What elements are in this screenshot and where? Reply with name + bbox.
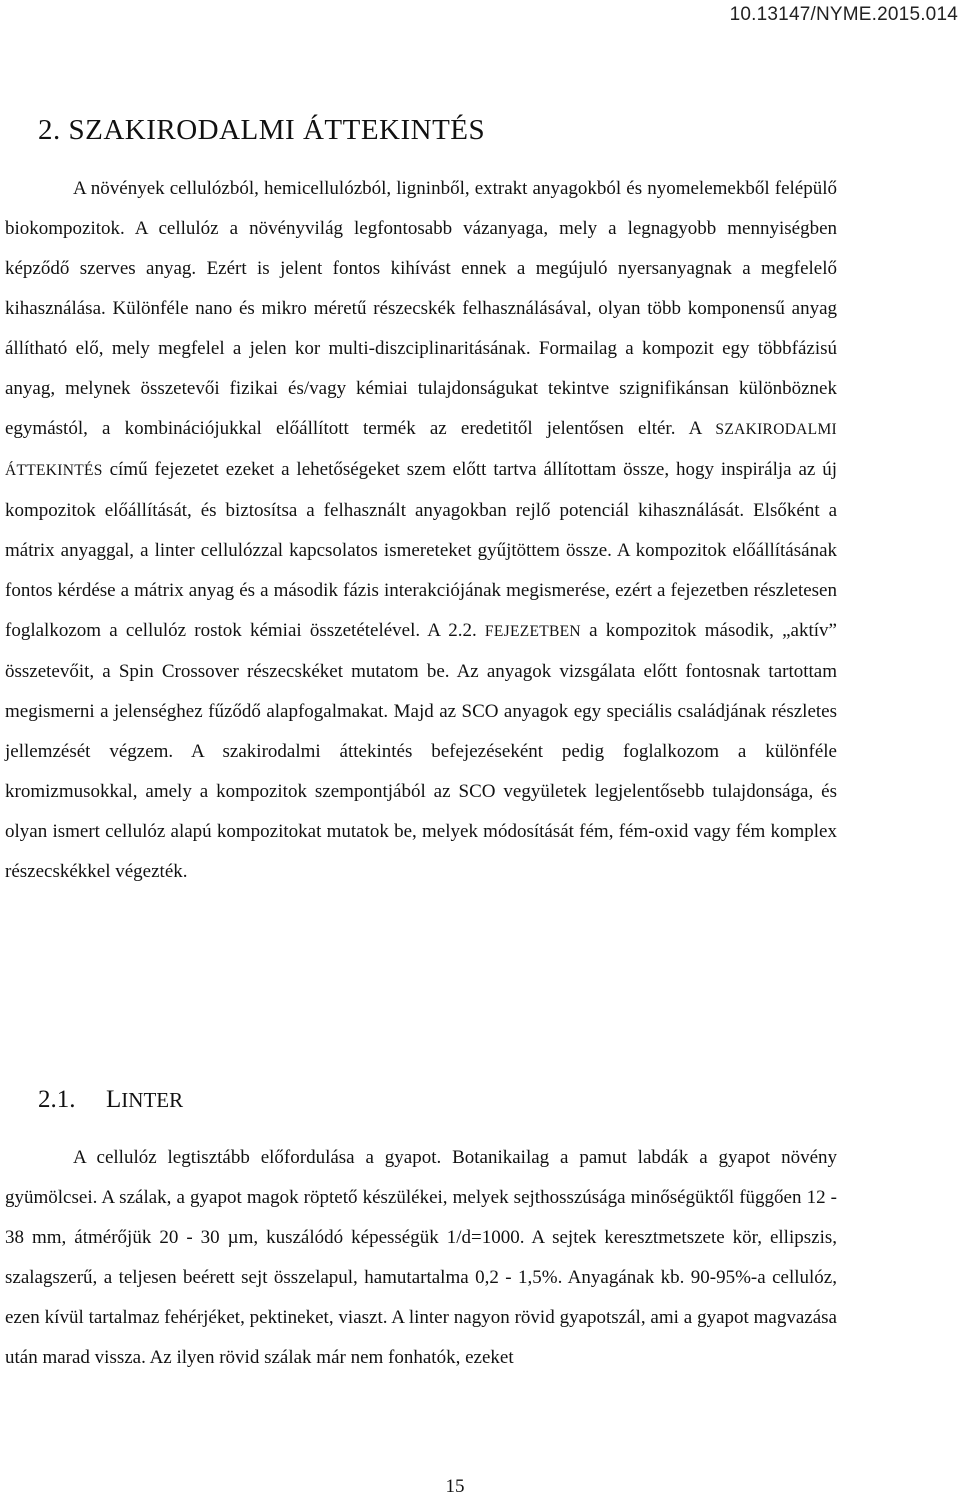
section-title-initial: L xyxy=(106,1086,122,1113)
doi-identifier: 10.13147/NYME.2015.014 xyxy=(729,4,958,25)
section-number: 2.1. xyxy=(38,1086,76,1113)
chapter-reference: SZAKIRODALMI ÁTTEKINTÉS xyxy=(5,421,837,479)
intro-paragraph xyxy=(5,169,837,892)
linter-paragraph: A cellulóz legtisztább előfordulása a gyapot. Botanikailag a pamut labdák a gyapot növény gyümölcsei. A szálak, a gyapot magok röptető készülékei, melyek sejthosszúsága minőségüktől függően 12 - 38 mm, átmérőjük 20 - 30 µm, kuszálódó képességük 1/d=1000. A sejtek keresztmetszete kör, ellipszis, szalagszerű, a teljesen beérett sejt összelapul, hamutartalma 0,2 - 1,5%. Anyagának kb. 90-95%-a cellulóz, ezen kívül tartalmaz fehérjéket, pektineket, viaszt. A linter nagyon rövid gyapotszál, ami a gyapot magvazása után marad vissza. Az ilyen rövid szálak már nem fonhatók, ezeket xyxy=(5,1147,837,1368)
intro-text-part1: A növények cellulózból, hemicellulózból, ligninből, extrakt anyagokból és nyomelemekből felépülő biokompozitok. A cellulóz a növényvilág legfontosabb vázanyaga, mely a legnagyobb mennyiségben képződő szerves anyag. Ezért is jelent fontos kihívást ennek a megújuló nyersanyagnak a megfelelő kihasználása. Különféle nano és mikro méretű részecskék felhasználásával, olyan több komponensű anyag állítható elő, mely megfelel a jelen kor multi-diszciplinaritásának. Formailag a kompozit egy többfázisú anyag, melynek összetevői fizikai és/vagy kémiai tulajdonságukat tekintve szignifikánsan különböznek egymástól, a kombinációjukkal előállított termék az eredetitől jelentősen eltér. A xyxy=(5,178,837,439)
chapter-title: 2. SZAKIRODALMI ÁTTEKINTÉS xyxy=(38,114,486,146)
section-heading xyxy=(38,1086,183,1114)
section-title-rest: INTER xyxy=(121,1088,184,1112)
intro-text-part2: című fejezetet ezeket a lehetőségeket szem előtt tartva állítottam össze, hogy inspirálja az új kompozitok előállítását, és biztosítsa a felhasznált anyagokban rejlő potenciál kihasználását. Elsőként a mátrix anyaggal, a linter cellulózzal kapcsolatos ismereteket gyűjtöttem össze. A kompozitok előállításának fontos kérdése a mátrix anyag és a második fázis interakciójának megismerése, ezért a fejezetben részletesen foglalkozom a cellulóz rostok kémiai összetételével. A 2.2. xyxy=(5,459,837,641)
intro-text-part3: a kompozitok második, „aktív” összetevőit, a Spin Crossover részecskéket mutatom be. Az anyagok vizsgálata előtt fontosnak tartottam megismerni a jelenséghez fűződő alapfogalmakat. Majd az SCO anyagok egy speciális családjának részletes jellemzését végzem. A szakirodalmi áttekintés befejezéseként pedig foglalkozom a különféle kromizmusokkal, amely a kompozitok szempontjából az SCO vegyületek legjelentősebb tulajdonsága, és olyan ismert cellulóz alapú kompozitokat mutatok be, melyek módosítását fém, fém-oxid vagy fém komplex részecskékkel végezték. xyxy=(5,620,837,882)
page-number: 15 xyxy=(445,1476,465,1497)
section-reference: FEJEZETBEN xyxy=(484,623,581,640)
